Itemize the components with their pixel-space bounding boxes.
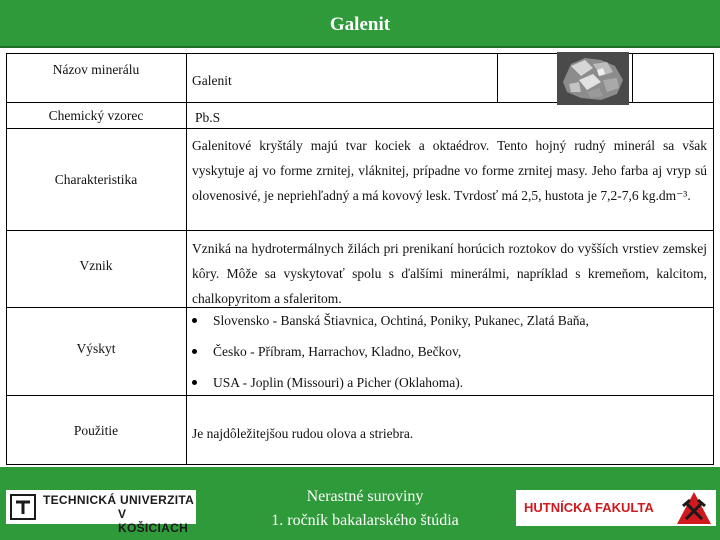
faculty-name: HUTNÍCKA FAKULTA [524,500,654,515]
tuke-name-line2: V KOŠICIACH [118,507,189,535]
occurrence-item: Česko - Příbram, Harrachov, Kladno, Bečkov, [192,344,461,360]
occurrence-item: Slovensko - Banská Štiavnica, Ochtiná, Poniky, Pukanec, Zlatá Baňa, [192,313,589,329]
label-usage: Použitie [73,423,119,438]
value-chemical-formula: Pb.S [195,110,221,125]
value-characteristics: Galenitové kryštály majú tvar kociek a oktaédrov. Tento hojný rudný minerál sa však vyskytuje aj vo forme zrnitej, vláknitej, prípadne vo forme zrnitej masy. Jeho farba aj vryp sú olovenosivé, je nepriehľadný a má kovový lesk. Tvrdosť má 2,5, hustota je 7,2-7,6 kg.dm⁻³. [192,138,707,203]
value-origin: Vzniká na hydrotermálnych žilách pri prenikaní horúcich roztokov do vyšších vrstiev zemskej kôry. Môže sa vyskytovať spolu s ďalšími minerálmi, napríklad s kremeňom, kalcitom, chalkopyritom a sfaleritom. [192,241,707,306]
row-divider [6,230,714,231]
bullet-icon [192,318,197,323]
label-mineral-name: Názov minerálu [52,62,140,77]
galena-image [557,52,629,105]
footer-course-year: 1. ročník bakalarského štúdia [271,512,459,529]
bullet-icon [192,380,197,385]
label-characteristics: Charakteristika [54,172,138,187]
bullet-icon [192,349,197,354]
page-title: Galenit [329,14,391,35]
hammer-pick-emblem-icon [676,491,712,525]
value-usage: Je najdôležitejšou rudou olova a striebra. [192,426,414,441]
column-divider [186,53,187,465]
occurrence-item: USA - Joplin (Missouri) a Picher (Oklahoma). [192,375,463,391]
footer-course-title: Nerastné suroviny [306,488,424,505]
row-divider [6,128,714,129]
faculty-logo [516,490,716,526]
tuke-emblem-icon [9,493,37,521]
title-bar [0,0,720,48]
column-divider [497,53,498,103]
label-chemical-formula: Chemický vzorec [48,108,144,123]
tuke-logo [6,490,196,535]
column-divider [632,53,633,103]
row-divider [6,395,714,396]
label-occurrence: Výskyt [76,341,116,356]
label-origin: Vznik [79,258,113,273]
value-mineral-name: Galenit [192,73,232,88]
tuke-name-line1: TECHNICKÁ UNIVERZITA [43,493,195,507]
